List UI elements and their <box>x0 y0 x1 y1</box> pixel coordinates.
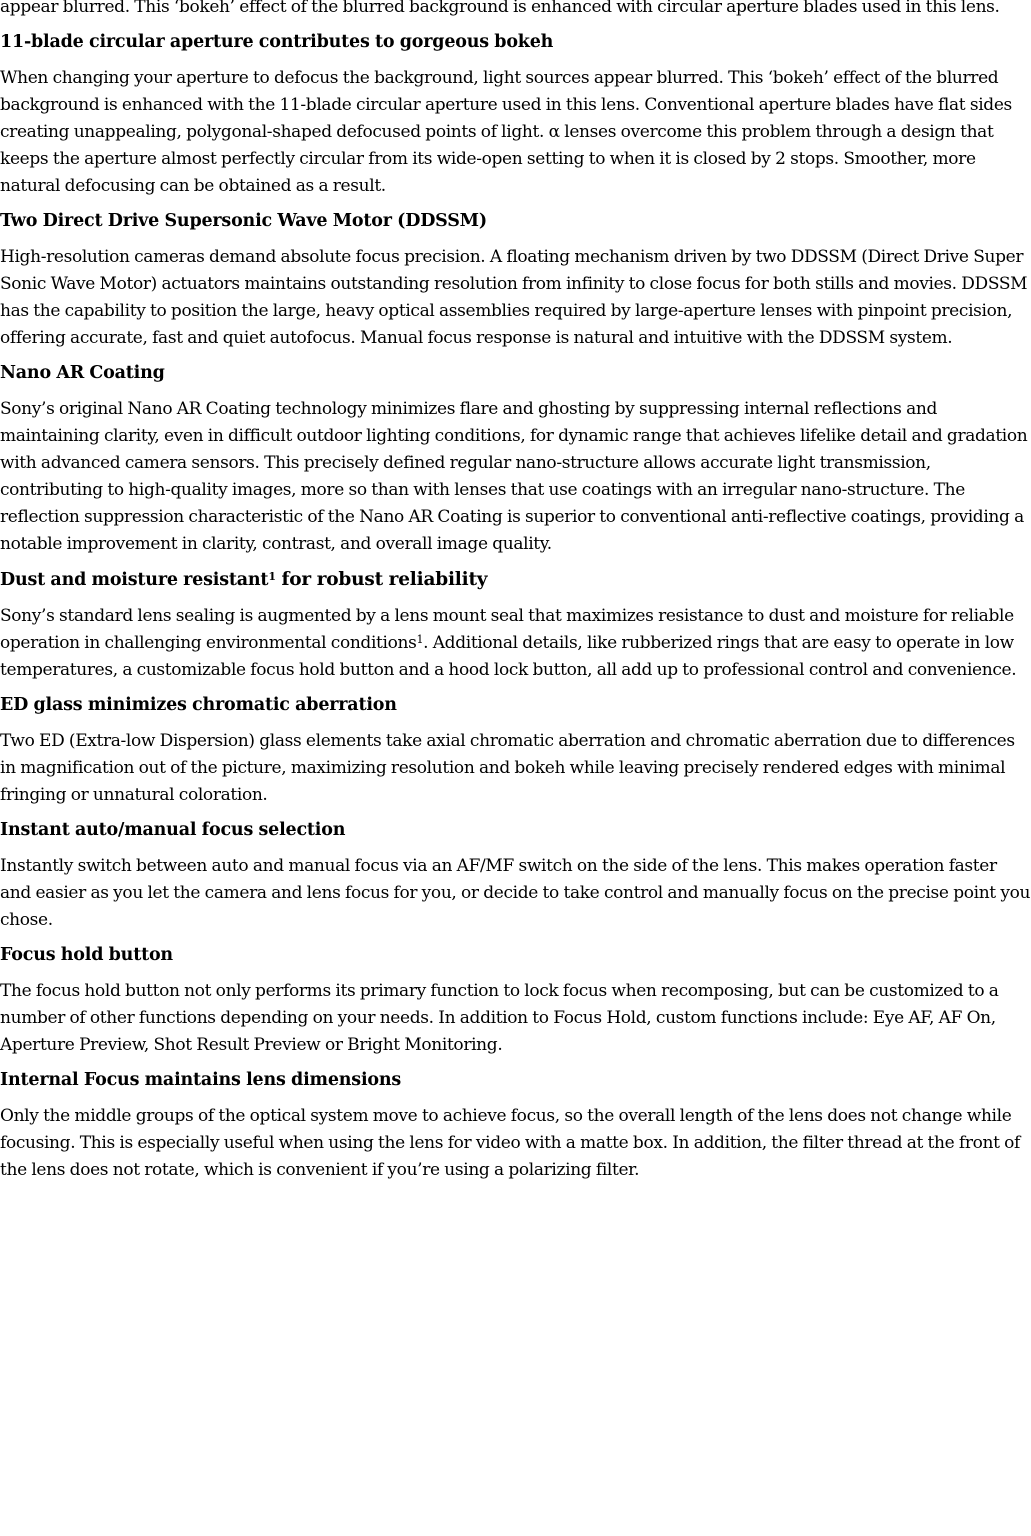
section-circular-aperture <box>0 29 1031 200</box>
section-heading: Focus hold button <box>0 945 173 965</box>
section-body: Two ED (Extra-low Dispersion) glass elements take axial chromatic aberration and chromatic aberration due to differences in magnification out of the picture, maximizing resolution and bokeh while leaving precisely rendered edges with minimal fringing or unnatural coloration. <box>0 731 1015 805</box>
heading-tail-text: for robust reliability <box>275 569 488 590</box>
section-nano-ar-coating <box>0 360 1031 558</box>
section-body: Instantly switch between auto and manual focus via an AF/MF switch on the side of the lens. This makes operation faster and easier as you let the camera and lens focus for you, or decide to take control and manually focus on the precise point you chose. <box>0 856 1031 930</box>
section-body <box>0 603 1031 684</box>
section-heading <box>0 566 1031 594</box>
body-text: Sony’s standard lens sealing is augmented by a lens mount seal that maximizes resistance to dust and moisture for reliable operation in challenging environmental conditions <box>0 606 1014 653</box>
section-heading: Instant auto/manual focus selection <box>0 820 346 840</box>
footnote-marker: 1 <box>268 570 276 583</box>
section-heading: Two Direct Drive Supersonic Wave Motor (DDSSM) <box>0 211 487 231</box>
section-dust-moisture <box>0 566 1031 684</box>
section-heading: 11-blade circular aperture contributes to gorgeous bokeh <box>0 32 554 52</box>
heading-text: Dust and moisture resistant <box>0 570 269 590</box>
section-af-mf-selection <box>0 817 1031 934</box>
footnote-marker: 1 <box>416 633 424 646</box>
section-ed-glass <box>0 692 1031 809</box>
section-heading: ED glass minimizes chromatic aberration <box>0 695 397 715</box>
section-body: Sony’s original Nano AR Coating technology minimizes flare and ghosting by suppressing internal reflections and maintaining clarity, even in difficult outdoor lighting conditions, for dynamic range that achieves lifelike detail and gradation with advanced camera sensors. This precisely defined regular nano-structure allows accurate light transmission, contributing to high-quality images, more so than with lenses that use coatings with an irregular nano-structure. The reflection suppression characteristic of the Nano AR Coating is superior to conventional anti-reflective coatings, providing a notable improvement in clarity, contrast, and overall image quality. <box>0 399 1028 554</box>
body-tail-text: . Additional details, like rubberized rings that are easy to operate in low temperatures, a customizable focus hold button and a hood lock button, all add up to professional control and convenience. <box>0 633 1017 680</box>
section-ddssm <box>0 208 1031 352</box>
section-internal-focus <box>0 1067 1031 1184</box>
section-focus-hold <box>0 942 1031 1059</box>
section-heading: Nano AR Coating <box>0 363 165 383</box>
section-body: When changing your aperture to defocus the background, light sources appear blurred. This ‘bokeh’ effect of the blurred background is enhanced with the 11-blade circular aperture used in this lens. Conventional aperture blades have flat sides creating unappealing, polygonal-shaped defocused points of light. α lenses overcome this problem through a design that keeps the aperture almost perfectly circular from its wide-open setting to when it is closed by 2 stops. Smoother, more natural defocusing can be obtained as a result. <box>0 68 1012 196</box>
section-body: The focus hold button not only performs its primary function to lock focus when recomposing, but can be customized to a number of other functions depending on your needs. In addition to Focus Hold, custom functions include: Eye AF, AF On, Aperture Preview, Shot Result Preview or Bright Monitoring. <box>0 981 999 1055</box>
section-heading: Internal Focus maintains lens dimensions <box>0 1070 402 1090</box>
section-body: High-resolution cameras demand absolute focus precision. A floating mechanism driven by two DDSSM (Direct Drive Super Sonic Wave Motor) actuators maintains outstanding resolution from infinity to close focus for both stills and movies. DDSSM has the capability to position the large, heavy optical assemblies required by large-aperture lenses with pinpoint precision, offering accurate, fast and quiet autofocus. Manual focus response is natural and intuitive with the DDSSM system. <box>0 247 1028 348</box>
section-body: Only the middle groups of the optical system move to achieve focus, so the overall length of the lens does not change while focusing. This is especially useful when using the lens for video with a matte box. In addition, the filter thread at the front of the lens does not rotate, which is convenient if you’re using a polarizing filter. <box>0 1106 1020 1180</box>
intro-paragraph: appear blurred. This ‘bokeh’ effect of the blurred background is enhanced with circular aperture blades used in this lens. <box>0 0 1000 17</box>
